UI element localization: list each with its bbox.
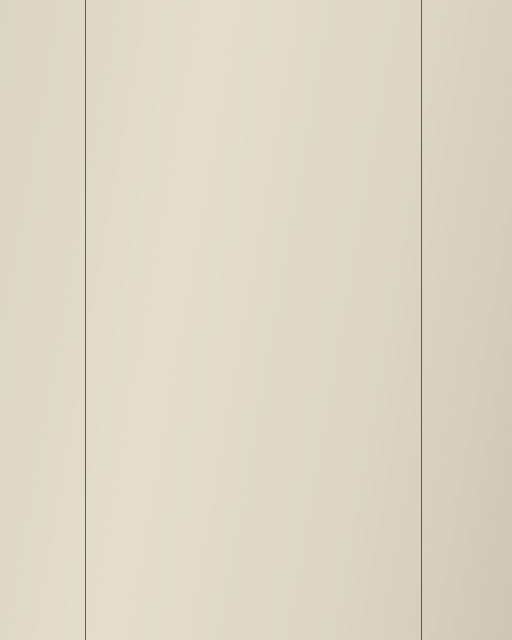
column-rule-right <box>421 0 422 640</box>
column-rule-left <box>85 0 86 640</box>
